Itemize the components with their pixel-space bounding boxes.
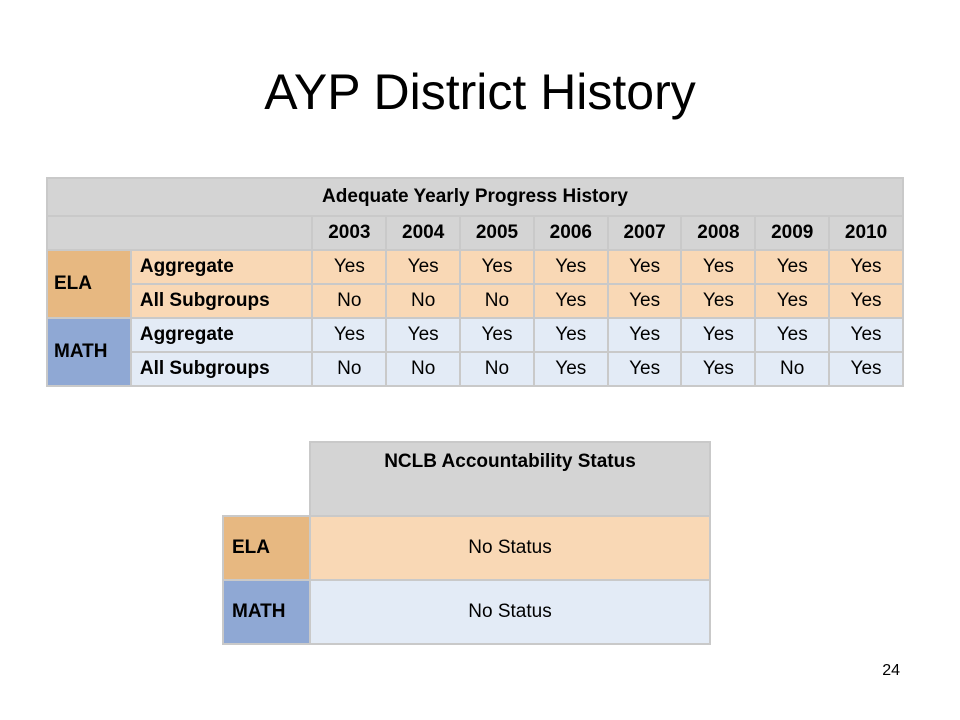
row-label: Aggregate [131,250,313,284]
subject-label-math: MATH [223,580,310,644]
table-cell: Yes [608,284,682,318]
table-cell: Yes [829,352,903,386]
table-cell: Yes [755,284,829,318]
table-cell: No [312,352,386,386]
table-cell: No [460,284,534,318]
nclb-status-table [222,441,711,645]
table-cell: Yes [386,318,460,352]
subject-label-ela: ELA [223,516,310,580]
table-cell: Yes [386,250,460,284]
year-header: 2004 [386,216,460,250]
table-cell: No [386,284,460,318]
table-cell: Yes [681,318,755,352]
table-cell: Yes [608,318,682,352]
table-cell: Yes [681,250,755,284]
year-header: 2008 [681,216,755,250]
table-cell: Yes [829,318,903,352]
table-cell: Yes [534,318,608,352]
table-cell: Yes [681,352,755,386]
row-label: All Subgroups [131,352,313,386]
table-cell: Yes [460,318,534,352]
slide-title: AYP District History [264,64,696,120]
table-cell: Yes [829,250,903,284]
row-label: All Subgroups [131,284,313,318]
table-row [47,318,903,352]
year-header: 2003 [312,216,386,250]
table-cell: Yes [755,250,829,284]
table-cell: No [386,352,460,386]
table-cell: Yes [312,318,386,352]
nclb-table-title: NCLB Accountability Status [310,442,710,516]
table-cell: Yes [312,250,386,284]
subject-label-math: MATH [47,318,131,386]
row-label: Aggregate [131,318,313,352]
table-cell: No [755,352,829,386]
blank-header-cell [47,216,312,250]
table-cell: Yes [608,250,682,284]
year-header: 2006 [534,216,608,250]
table-cell: Yes [460,250,534,284]
table-row [47,284,903,318]
table-cell: Yes [534,352,608,386]
ayp-history-table [46,177,904,387]
table-row [223,516,710,580]
table-row [47,250,903,284]
table-cell: No [312,284,386,318]
table-cell: Yes [681,284,755,318]
table-cell: Yes [534,284,608,318]
table-cell: Yes [829,284,903,318]
table-cell: Yes [534,250,608,284]
blank-corner-cell [223,442,310,516]
ayp-table-title: Adequate Yearly Progress History [47,178,903,216]
status-cell: No Status [310,516,710,580]
page-number: 24 [882,662,900,679]
table-cell: No [460,352,534,386]
year-header: 2007 [608,216,682,250]
status-cell: No Status [310,580,710,644]
table-row [223,580,710,644]
table-cell: Yes [755,318,829,352]
table-cell: Yes [608,352,682,386]
year-header: 2010 [829,216,903,250]
subject-label-ela: ELA [47,250,131,318]
year-header: 2005 [460,216,534,250]
year-header: 2009 [755,216,829,250]
table-row [47,352,903,386]
